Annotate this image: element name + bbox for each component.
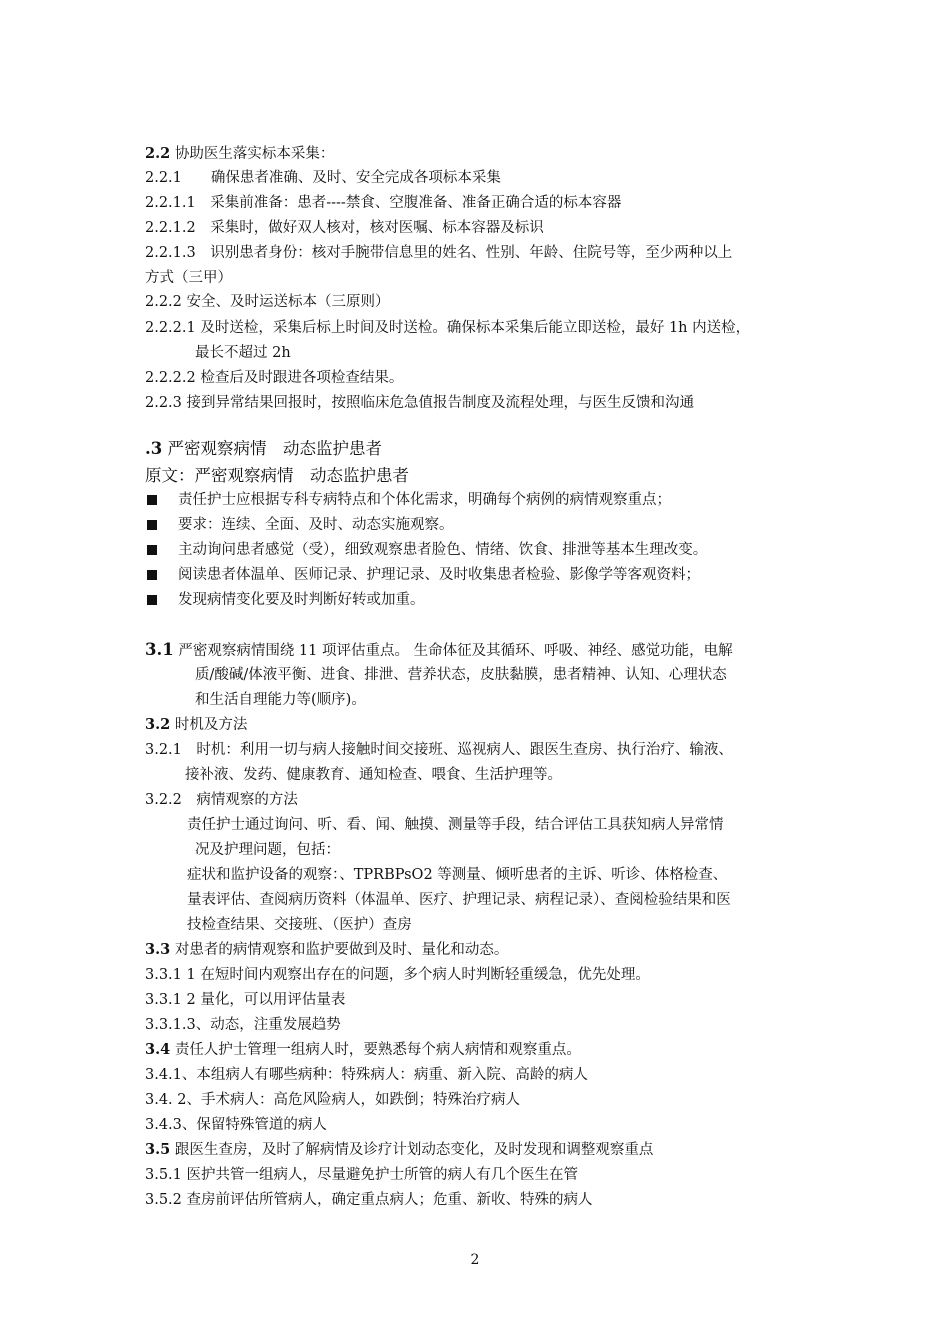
- page-number: 2: [470, 1252, 480, 1268]
- text-line: 2.2.2.1 及时送检，采集后标上时间及时送检。确保标本采集后能立即送检，最好 1h 内送检，: [145, 320, 751, 336]
- bullet-icon: [147, 520, 157, 530]
- text-line: 3.2.2 病情观察的方法: [145, 792, 298, 808]
- section-heading: 3.2 时机及方法: [145, 716, 248, 733]
- section-heading: 3.1 严密观察病情围绕 11 项评估重点。 生命体征及其循环、呼吸、神经、感觉功能，电解: [145, 640, 733, 659]
- text-line: 况及护理问题，包括：: [195, 842, 340, 858]
- text-line: 技检查结果、交接班、（医护）查房: [187, 917, 412, 933]
- text-line: 3.4.3、保留特殊管道的病人: [145, 1117, 327, 1133]
- text-line: 2.2.2 安全、及时运送标本（三原则）: [145, 294, 390, 310]
- list-item: 主动询问患者感觉（受），细致观察患者脸色、情绪、饮食、排泄等基本生理改变。: [178, 542, 708, 558]
- text-line: 2.2.1 确保患者准确、及时、安全完成各项标本采集: [145, 170, 501, 186]
- text-line: 3.3.1 1 在短时间内观察出存在的问题，多个病人时判断轻重缓急，优先处理。: [145, 967, 650, 983]
- text-line: 原文：严密观察病情 动态监护患者: [145, 466, 409, 485]
- text-line: 量表评估、查阅病历资料（体温单、医疗、护理记录、病程记录）、查阅检验结果和医: [187, 892, 731, 908]
- bullet-icon: [147, 570, 157, 580]
- text-line: 2.2.1.1 采集前准备：患者----禁食、空腹准备、准备正确合适的标本容器: [145, 195, 622, 211]
- text-line: 和生活自理能力等(顺序)。: [195, 692, 366, 708]
- text-line: 最长不超过 2h: [195, 345, 291, 361]
- section-heading: 3.4 责任人护士管理一组病人时，要熟悉每个病人病情和观察重点。: [145, 1041, 581, 1058]
- list-item: 发现病情变化要及时判断好转或加重。: [178, 592, 425, 608]
- list-item: 责任护士应根据专科专病特点和个体化需求，明确每个病例的病情观察重点；: [178, 492, 671, 508]
- text-line: 方式（三甲）: [145, 270, 232, 286]
- text-line: 责任护士通过询问、听、看、闻、触摸、测量等手段，结合评估工具获知病人异常情: [187, 817, 724, 833]
- list-item: 要求：连续、全面、及时、动态实施观察。: [178, 517, 454, 533]
- section-heading: .3 严密观察病情 动态监护患者: [145, 439, 382, 458]
- section-heading: 2.2 协助医生落实标本采集：: [145, 145, 335, 162]
- text-line: 3.3.1.3、动态，注重发展趋势: [145, 1017, 341, 1033]
- text-line: 2.2.3 接到异常结果回报时，按照临床危急值报告制度及流程处理，与医生反馈和沟通: [145, 395, 695, 411]
- text-line: 3.3.1 2 量化，可以用评估量表: [145, 992, 346, 1008]
- text-line: 2.2.1.3 识别患者身份：核对手腕带信息里的姓名、性别、年龄、住院号等，至少两种以上: [145, 245, 733, 261]
- bullet-icon: [147, 545, 157, 555]
- bullet-icon: [147, 595, 157, 605]
- bullet-icon: [147, 495, 157, 505]
- text-line: 3.5.1 医护共管一组病人，尽量避免护士所管的病人有几个医生在管: [145, 1167, 579, 1183]
- text-line: 接补液、发药、健康教育、通知检查、喂食、生活护理等。: [185, 767, 562, 783]
- section-heading: 3.5 跟医生查房，及时了解病情及诊疗计划动态变化，及时发现和调整观察重点: [145, 1141, 654, 1158]
- text-line: 3.4. 2、手术病人：高危风险病人，如跌倒；特殊治疗病人: [145, 1092, 521, 1108]
- text-line: 3.2.1 时机：利用一切与病人接触时间交接班、巡视病人、跟医生查房、执行治疗、输液、: [145, 742, 733, 758]
- text-line: 3.4.1、本组病人有哪些病种：特殊病人：病重、新入院、高龄的病人: [145, 1067, 588, 1083]
- text-line: 3.5.2 查房前评估所管病人，确定重点病人；危重、新收、特殊的病人: [145, 1192, 593, 1208]
- text-line: 症状和监护设备的观察：、TPRBPsO2 等测量、倾听患者的主诉、听诊、体格检查、: [187, 867, 728, 883]
- text-line: 质/酸碱/体液平衡、进食、排泄、营养状态，皮肤黏膜，患者精神、认知、心理状态: [195, 667, 727, 683]
- section-heading: 3.3 对患者的病情观察和监护要做到及时、量化和动态。: [145, 941, 509, 958]
- text-line: 2.2.2.2 检查后及时跟进各项检查结果。: [145, 370, 404, 386]
- list-item: 阅读患者体温单、医师记录、护理记录、及时收集患者检验、影像学等客观资料；: [178, 567, 700, 583]
- text-line: 2.2.1.2 采集时，做好双人核对，核对医嘱、标本容器及标识: [145, 220, 544, 236]
